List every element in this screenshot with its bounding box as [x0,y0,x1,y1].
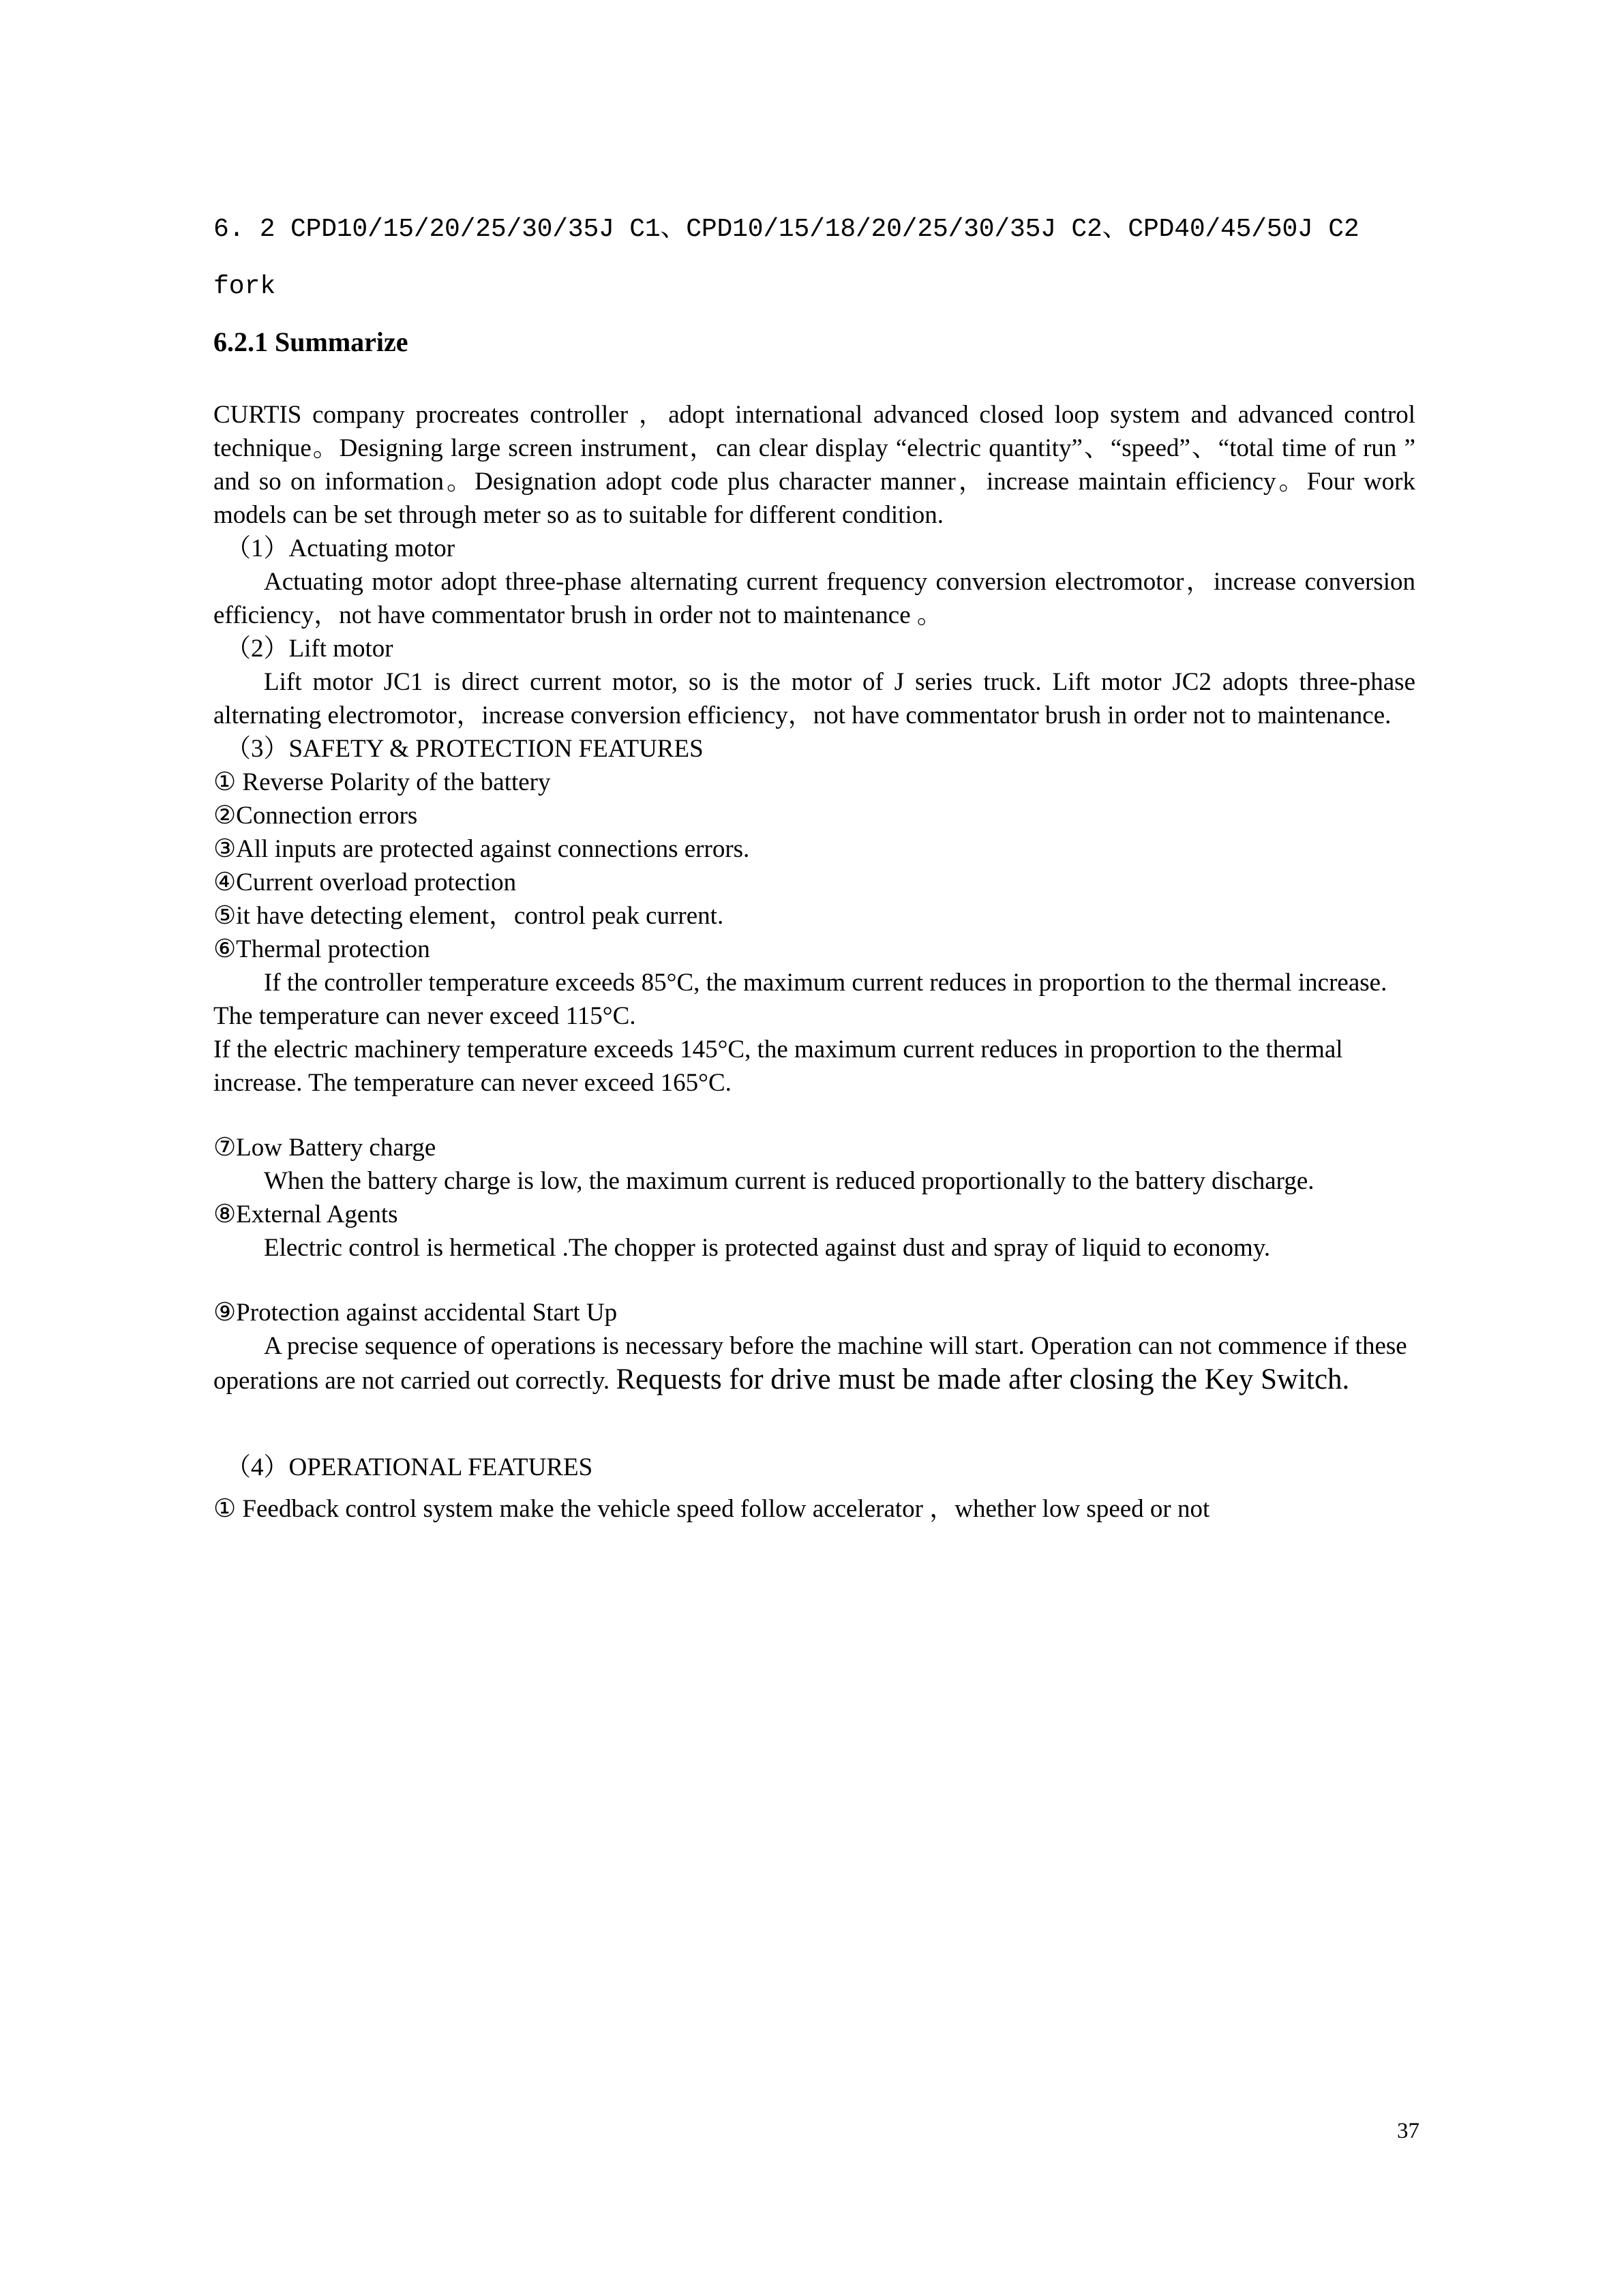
item-1-label: （1）Actuating motor [226,534,455,562]
safety-item-6: ⑥Thermal protection [213,935,430,963]
safety-item-1: ① Reverse Polarity of the battery [213,768,551,796]
spacer-after-item-8 [213,1265,1415,1296]
item-4-label: （4）OPERATIONAL FEATURES [226,1453,593,1481]
safety-item-5: ⑤it have detecting element，control peak current. [213,902,724,930]
thermal-paragraph-1: If the controller temperature exceeds 85°C, the maximum current reduces in proportion to the thermal increase. The temperature can never exceed 115°C. [213,969,1387,1030]
intro-paragraph: CURTIS company procreates controller ，adopt international advanced closed loop system and advanced control technique。Designing large screen instrument，can clear display “electric quantity”、“speed”、“total time of run ” and so on information。Designation adopt code plus character manner，increase maintain efficiency。Four work models can be set through meter so as to suitable for different condition. [213,401,1415,529]
safety-item-3: ③All inputs are protected against connections errors. [213,835,750,863]
page-number: 37 [1397,2119,1419,2143]
page-content [213,217,1415,1526]
item-8-label: ⑧External Agents [213,1200,398,1228]
item-1-body: Actuating motor adopt three-phase alternating current frequency conversion electromotor，increase conversion efficiency，not have commentator brush in order not to maintenance 。 [213,568,1415,629]
operational-item-1: ① Feedback control system make the vehicle speed follow accelerator ，whether low speed or not [213,1495,1210,1523]
item-9-body-emphasis: Requests for drive must be made after closing the Key Switch. [616,1363,1350,1395]
item-9-body [213,1329,1415,1398]
sub-heading-summarize: 6.2.1 Summarize [213,327,408,357]
item-8-body: Electric control is hermetical .The chopper is protected against dust and spray of liquid to economy. [264,1234,1271,1262]
spacer-before-operational-item [213,1484,1415,1492]
item-7-body: When the battery charge is low, the maximum current is reduced proportionally to the battery discharge. [264,1167,1314,1195]
spacer-before-item-4 [213,1398,1415,1451]
item-2-body: Lift motor JC1 is direct current motor, so is the motor of J series truck. Lift motor JC2 adopts three-phase alternating electromotor，increase conversion efficiency，not have commentator brush in order not to maintenance. [213,668,1415,729]
item-7-label: ⑦Low Battery charge [213,1134,436,1162]
item-9-label: ⑨Protection against accidental Start Up [213,1299,618,1327]
safety-item-2: ②Connection errors [213,802,418,830]
thermal-paragraph-2: If the electric machinery temperature exceeds 145°C, the maximum current reduces in proportion to the thermal increase. The temperature can never exceed 165°C. [213,1036,1343,1097]
item-3-label: （3）SAFETY & PROTECTION FEATURES [226,735,704,763]
spacer-after-thermal [213,1100,1415,1131]
safety-item-4: ④Current overload protection [213,868,517,896]
item-9-body-normal: A precise sequence of operations is necessary before the machine will start. Operation can not commence if these operations are not carried out correctly. [213,1332,1407,1395]
section-heading-line2: fork [213,272,276,301]
item-2-label: （2）Lift motor [226,635,393,663]
section-heading-line1: 6. 2 CPD10/15/20/25/30/35J C1、CPD10/15/18/20/25/30/35J C2、CPD40/45/50J C2 [213,215,1359,244]
